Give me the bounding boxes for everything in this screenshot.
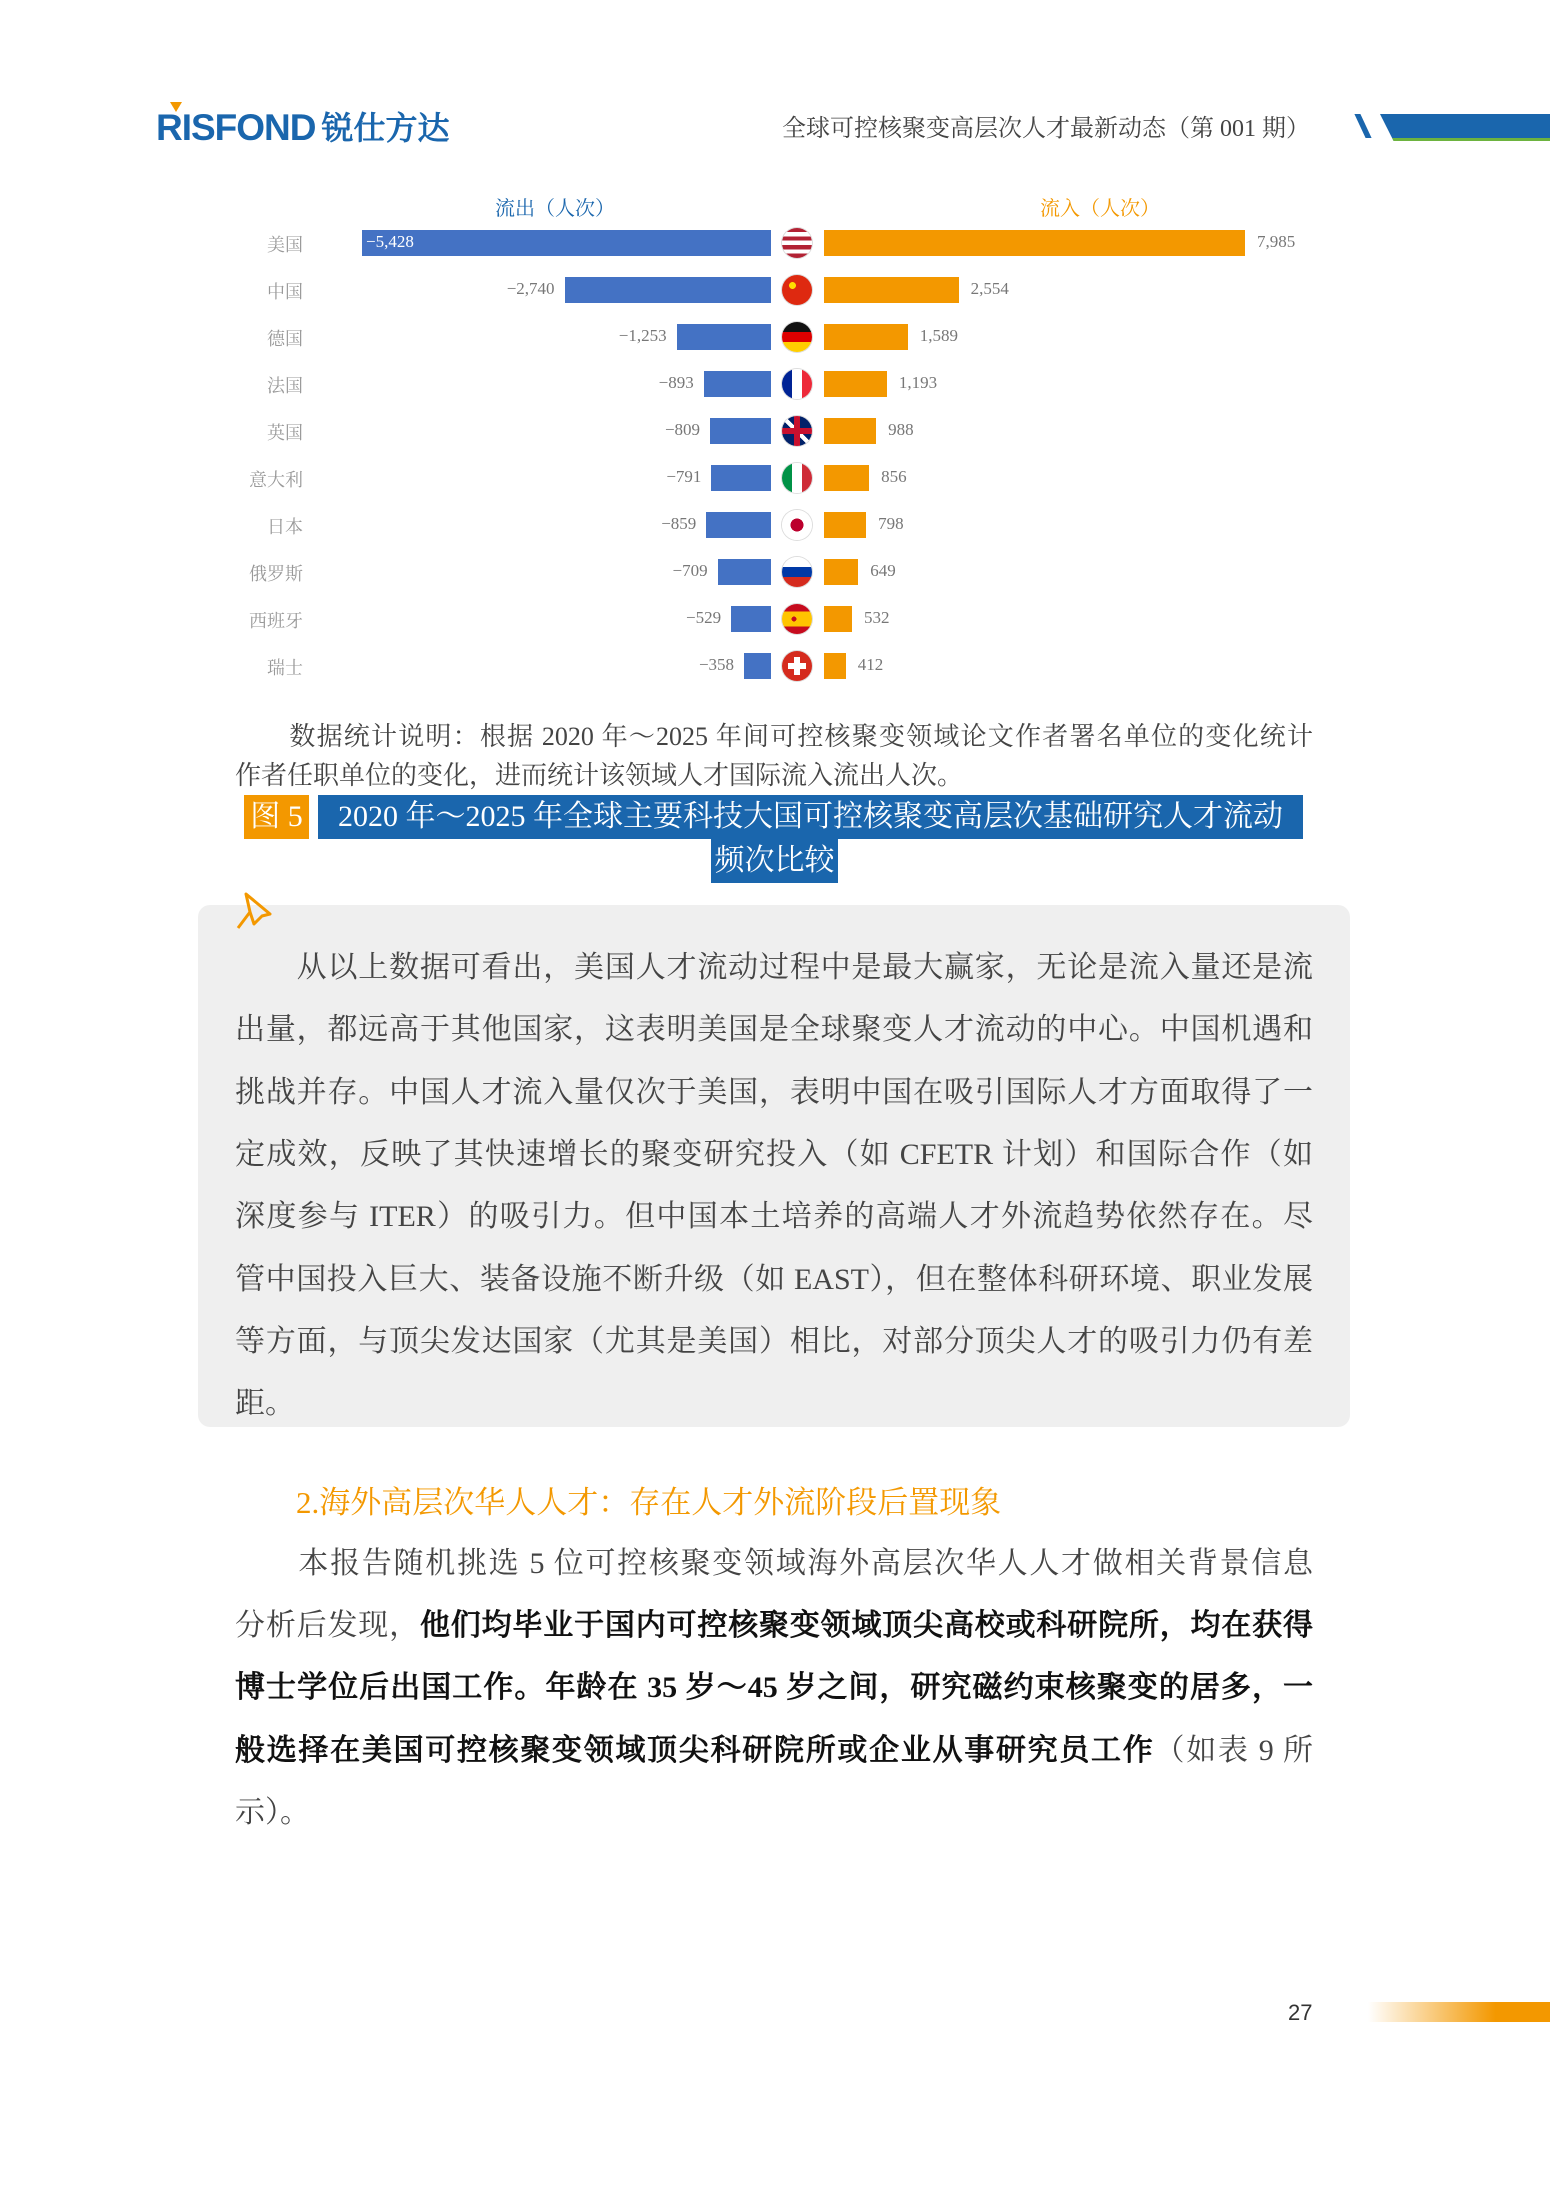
inflow-value-label: 798 bbox=[878, 514, 904, 533]
analysis-paragraph-line bbox=[235, 1067, 1313, 1111]
analysis-paragraph-line bbox=[235, 1004, 1313, 1048]
germany-flag-icon bbox=[782, 322, 812, 352]
inflow-value-label: 412 bbox=[857, 655, 884, 674]
text-run: 定成效，反映了其快速增长的聚变研究投入（如 CFETR 计划）和国际合作（如 bbox=[235, 1137, 1313, 1171]
analysis-paragraph-line bbox=[235, 1191, 1313, 1235]
header-decoration-slash bbox=[1354, 114, 1371, 138]
text-run: 示）。 bbox=[235, 1795, 310, 1829]
italy-flag-icon bbox=[782, 463, 812, 493]
body-paragraph-line bbox=[235, 1538, 1313, 1582]
inflow-bar bbox=[824, 465, 869, 491]
outflow-value-label: −1,253 bbox=[618, 326, 667, 345]
spain-flag-icon bbox=[782, 604, 812, 634]
text-run: 本报告随机挑选 5 位可控核聚变领域海外高层次华人人才做相关背景信息 bbox=[235, 1547, 1313, 1580]
inflow-bar bbox=[824, 324, 908, 350]
inflow-legend-label: 流入（人次） bbox=[1040, 198, 1160, 220]
inflow-value-label: 1,589 bbox=[919, 326, 959, 345]
country-label: 俄罗斯 bbox=[249, 564, 303, 584]
body-paragraph-line bbox=[235, 1662, 1313, 1706]
figure-caption-line2: 频次比较 bbox=[711, 839, 838, 883]
outflow-value-label: −809 bbox=[664, 420, 701, 439]
page-number: 27 bbox=[1288, 2000, 1313, 2025]
inflow-value-label: 856 bbox=[881, 467, 907, 486]
country-label: 瑞士 bbox=[267, 658, 303, 678]
outflow-bar bbox=[362, 230, 771, 256]
logo-text-cn: 锐仕方达 bbox=[321, 110, 450, 146]
text-run: 出量，都远高于其他国家，这表明美国是全球聚变人才流动的中心。中国机遇和 bbox=[235, 1013, 1313, 1047]
text-run: （如表 9 所 bbox=[1154, 1733, 1314, 1767]
risfond-logo bbox=[156, 104, 450, 148]
outflow-bar bbox=[565, 277, 771, 303]
body-paragraph-line bbox=[235, 1787, 1313, 1831]
logo-accent-icon bbox=[170, 102, 182, 112]
analysis-paragraph-line bbox=[235, 1378, 1313, 1422]
text-run: 管中国投入巨大、装备设施不断升级（如 EAST），但在整体科研环境、职业发展 bbox=[235, 1262, 1313, 1296]
country-label: 法国 bbox=[267, 376, 303, 396]
text-run: 博士学位后出国工作。年龄在 35 岁～45 岁之间，研究磁约束核聚变的居多，一 bbox=[235, 1671, 1313, 1705]
body-paragraph-line bbox=[235, 1725, 1313, 1769]
country-label: 意大利 bbox=[249, 470, 303, 490]
inflow-value-label: 988 bbox=[888, 420, 914, 439]
text-run: 距。 bbox=[235, 1387, 295, 1421]
outflow-value-label: −529 bbox=[686, 608, 722, 627]
japan-flag-icon bbox=[782, 510, 812, 540]
analysis-paragraph-line bbox=[235, 1316, 1313, 1360]
country-label: 美国 bbox=[267, 235, 303, 255]
outflow-value-label: −5,428 bbox=[366, 232, 414, 251]
switzerland-flag-icon bbox=[782, 651, 812, 681]
outflow-legend-label: 流出（人次） bbox=[495, 198, 615, 220]
figure-caption-line1: 2020 年～2025 年全球主要科技大国可控核聚变高层次基础研究人才流动 bbox=[318, 795, 1303, 839]
header-decoration-stripe bbox=[1380, 114, 1550, 141]
data-note-line bbox=[235, 755, 1313, 792]
france-flag-icon bbox=[782, 369, 812, 399]
outflow-bar bbox=[731, 606, 771, 632]
body-paragraph-line bbox=[235, 1600, 1313, 1644]
running-header-title: 全球可控核聚变高层次人才最新动态（第 001 期） bbox=[782, 116, 1310, 142]
outflow-bar bbox=[704, 371, 771, 397]
footer-decoration-bar bbox=[1368, 2002, 1550, 2022]
inflow-value-label: 532 bbox=[864, 608, 890, 627]
outflow-value-label: −709 bbox=[672, 561, 708, 580]
inflow-bar bbox=[824, 371, 887, 397]
inflow-bar bbox=[824, 653, 846, 679]
inflow-value-label: 649 bbox=[870, 561, 896, 580]
country-label: 德国 bbox=[267, 329, 303, 349]
inflow-bar bbox=[824, 606, 852, 632]
inflow-value-label: 7,985 bbox=[1257, 232, 1296, 251]
uk-flag-icon bbox=[782, 416, 812, 446]
country-label: 中国 bbox=[267, 282, 303, 302]
russia-flag-icon bbox=[782, 557, 812, 587]
outflow-bar bbox=[710, 418, 771, 444]
pin-icon bbox=[232, 888, 276, 932]
inflow-bar bbox=[824, 559, 858, 585]
inflow-bar bbox=[824, 512, 866, 538]
section-heading: 2.海外高层次华人人才：存在人才外流阶段后置现象 bbox=[296, 1485, 1002, 1520]
inflow-bar bbox=[824, 230, 1245, 256]
outflow-bar bbox=[706, 512, 771, 538]
text-run: 数据统计说明：根据 2020 年～2025 年间可控核聚变领域论文作者署名单位的变化统计 bbox=[235, 722, 1313, 751]
text-run: 分析后发现， bbox=[235, 1609, 420, 1643]
outflow-value-label: −358 bbox=[698, 655, 735, 674]
outflow-bar bbox=[718, 559, 771, 585]
text-run: 般选择在美国可控核聚变领域顶尖科研院所或企业从事研究员工作 bbox=[235, 1733, 1155, 1767]
text-run: 挑战并存。中国人才流入量仅次于美国，表明中国在吸引国际人才方面取得了一 bbox=[235, 1075, 1313, 1109]
outflow-bar bbox=[711, 465, 771, 491]
text-run: 深度参与 ITER）的吸引力。但中国本土培养的高端人才外流趋势依然存在。尽 bbox=[235, 1200, 1313, 1234]
inflow-value-label: 2,554 bbox=[970, 279, 1009, 298]
china-flag-icon bbox=[782, 275, 812, 305]
outflow-bar bbox=[744, 653, 771, 679]
inflow-bar bbox=[824, 277, 959, 303]
inflow-bar bbox=[824, 418, 876, 444]
text-run: 他们均毕业于国内可控核聚变领域顶尖高校或科研院所，均在获得 bbox=[419, 1609, 1314, 1643]
outflow-value-label: −2,740 bbox=[506, 279, 555, 298]
outflow-value-label: −859 bbox=[661, 514, 697, 533]
outflow-value-label: −893 bbox=[658, 373, 694, 392]
inflow-value-label: 1,193 bbox=[898, 373, 938, 392]
logo-text-en: RISFOND bbox=[156, 107, 316, 148]
analysis-paragraph-line bbox=[235, 942, 1313, 986]
analysis-paragraph-line bbox=[235, 1254, 1313, 1298]
text-run: 等方面，与顶尖发达国家（尤其是美国）相比，对部分顶尖人才的吸引力仍有差 bbox=[235, 1324, 1313, 1358]
outflow-value-label: −791 bbox=[666, 467, 702, 486]
country-label: 日本 bbox=[267, 517, 303, 537]
country-label: 西班牙 bbox=[249, 611, 303, 631]
text-run: 从以上数据可看出，美国人才流动过程中是最大赢家，无论是流入量还是流 bbox=[235, 951, 1313, 984]
analysis-paragraph-line bbox=[235, 1129, 1313, 1173]
text-run: 作者任职单位的变化，进而统计该领域人才国际流入流出人次。 bbox=[235, 761, 964, 790]
outflow-bar bbox=[677, 324, 771, 350]
country-label: 英国 bbox=[267, 423, 303, 443]
data-note-line bbox=[235, 716, 1313, 753]
figure-number: 图 5 bbox=[244, 795, 309, 839]
us-flag-icon bbox=[782, 228, 812, 258]
